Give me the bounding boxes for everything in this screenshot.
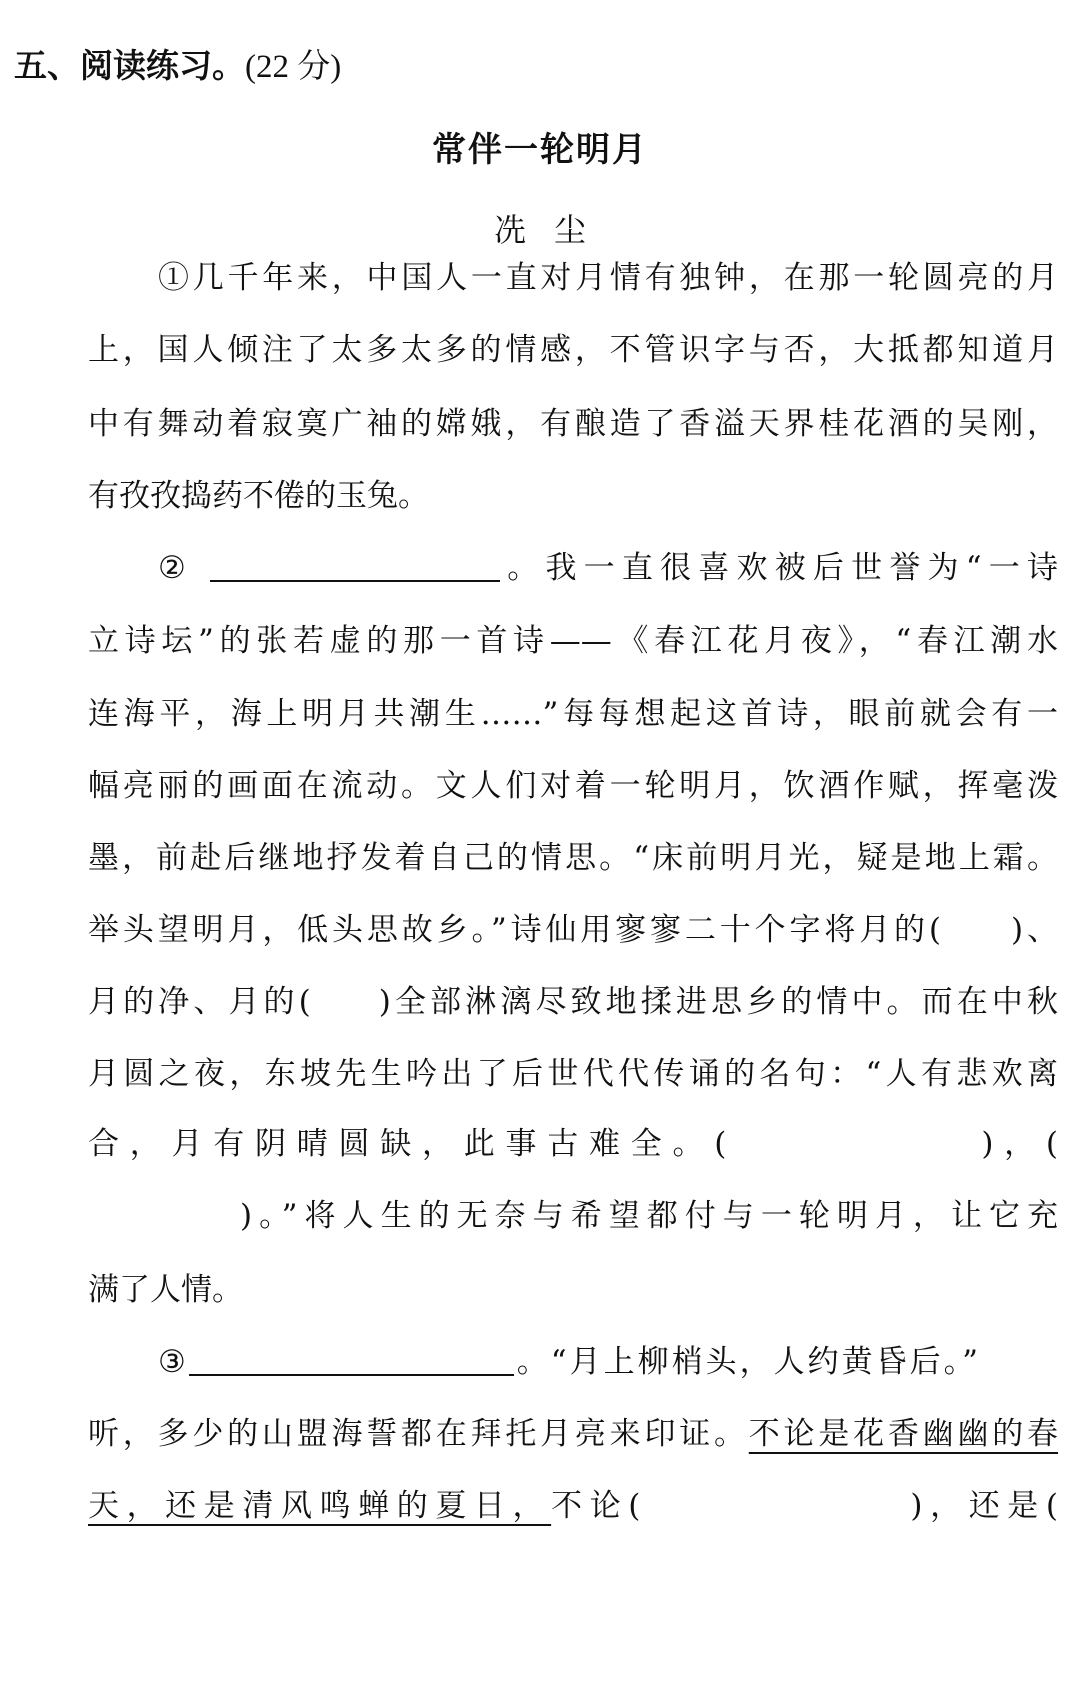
paragraph-text: 月的净、月的( (88, 984, 311, 1020)
paragraph-text: 不论( (551, 1488, 641, 1524)
underlined-sentence: 天，还是清风鸣蝉的夏日， (88, 1488, 552, 1524)
paragraph-2-line-5: 墨，前赴后继地抒发着自己的情思。“床前明月光，疑是地上霜。 (88, 840, 1058, 876)
paragraph-text: )，( (981, 1126, 1058, 1162)
article-title: 常伴一轮明月 (432, 130, 648, 170)
section-heading (14, 40, 341, 87)
paragraph-marker: ③ (158, 1344, 189, 1380)
paragraph-text: )全部淋漓尽致地揉进思乡的情中。而在中秋 (378, 984, 1059, 1020)
fill-blank-topic-sentence-2[interactable] (210, 548, 500, 582)
paragraph-text: 合，月有阴晴圆缺，此事古难全。( (88, 1126, 727, 1162)
paragraph-3-line-3 (88, 1482, 1058, 1530)
fill-blank-topic-sentence-3[interactable] (189, 1342, 514, 1376)
paragraph-text: )，还是( (910, 1488, 1058, 1524)
paragraph-2-line-1 (158, 544, 1058, 592)
paragraph-text: 听，多少的山盟海誓都在拜托月亮来印证。 (88, 1416, 749, 1452)
paragraph-3-line-1 (158, 1338, 978, 1386)
paragraph-1-line-3: 中有舞动着寂寞广袖的嫦娥，有酿造了香溢天界桂花酒的吴刚， (88, 406, 1058, 442)
article-author: 冼尘 (493, 211, 614, 249)
paragraph-1-line-2: 上，国人倾注了太多太多的情感，不管识字与否，大抵都知道月 (88, 332, 1058, 368)
paragraph-2-line-10: )。”将人生的无奈与希望都付与一轮明月，让它充 (240, 1198, 1058, 1234)
underlined-sentence: 不论是花香幽幽的春 (748, 1416, 1059, 1452)
section-heading-text: 五、阅读练习。 (14, 46, 245, 85)
paragraph-1-line-1: ①几千年来，中国人一直对月情有独钟，在那一轮圆亮的月 (158, 260, 1058, 296)
paragraph-text: 。“月上柳梢头，人约黄昏后。” (513, 1344, 978, 1380)
paragraph-2-line-8: 月圆之夜，东坡先生吟出了后世代代传诵的名句：“人有悲欢离 (88, 1056, 1058, 1092)
paragraph-1-line-4: 有孜孜捣药不倦的玉兔。 (88, 478, 429, 514)
paragraph-2-line-11: 满了人情。 (88, 1272, 243, 1308)
paragraph-2-line-6 (88, 906, 1058, 954)
paragraph-2-line-9 (88, 1120, 1058, 1168)
section-score: (22 分) (245, 49, 342, 85)
paragraph-3-line-2 (88, 1410, 1058, 1458)
paragraph-2-line-2: 立诗坛”的张若虚的那一首诗——《春江花月夜》，“春江潮水 (88, 623, 1058, 659)
paragraph-text: 举头望明月，低头思故乡。”诗仙用寥寥二十个字将月的( (88, 912, 942, 948)
paragraph-2-line-4: 幅亮丽的画面在流动。文人们对着一轮明月，饮酒作赋，挥毫泼 (88, 768, 1058, 804)
paragraph-text: )、 (1011, 912, 1058, 948)
paragraph-2-line-3: 连海平，海上明月共潮生……”每每想起这首诗，眼前就会有一 (88, 696, 1058, 732)
paragraph-marker: ② (158, 550, 193, 586)
paragraph-text: 。我一直很喜欢被后世誉为“一诗 (500, 550, 1058, 586)
paragraph-2-line-7 (88, 978, 1058, 1026)
